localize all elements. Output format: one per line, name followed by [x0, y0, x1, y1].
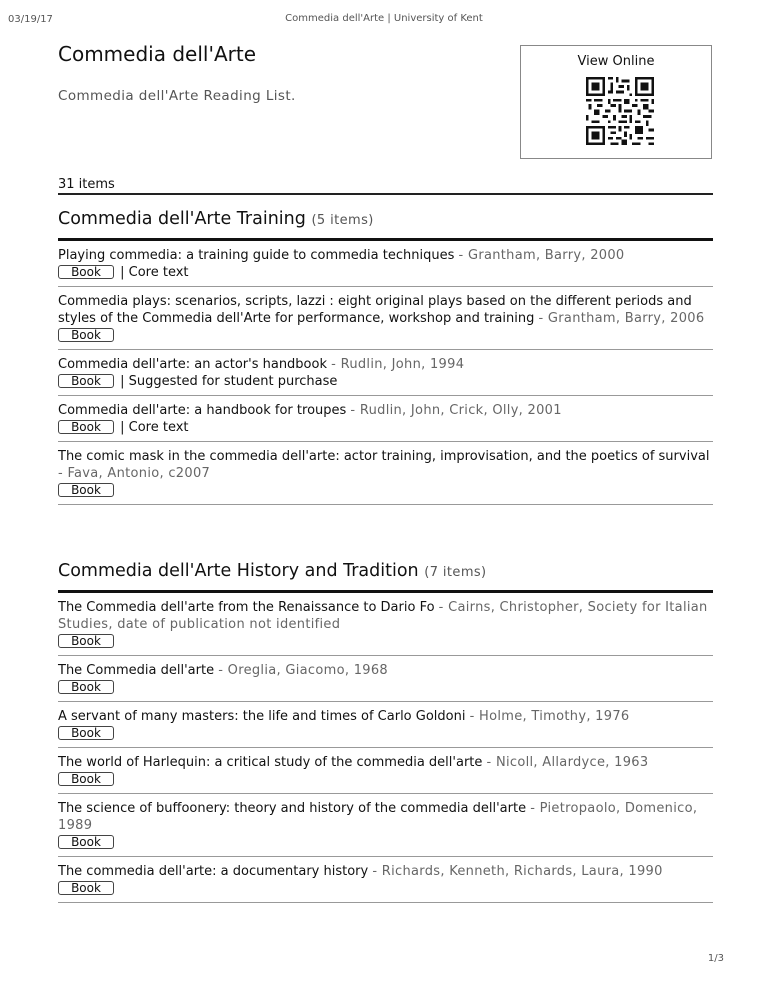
item-meta: - Fava, Antonio, c2007	[58, 466, 211, 481]
section-item-count: (5 items)	[311, 213, 374, 228]
item-importance: | Core text	[120, 420, 189, 435]
item-type-badge: Book	[58, 374, 114, 388]
item-title-link[interactable]: The world of Harlequin: a critical study of the commedia dell'arte	[58, 755, 483, 770]
section-item-count: (7 items)	[424, 565, 487, 580]
item-meta: - Nicoll, Allardyce, 1963	[486, 755, 649, 770]
item-type-badge: Book	[58, 420, 114, 434]
item-meta: - Holme, Timothy, 1976	[469, 709, 630, 724]
item-type-badge: Book	[58, 680, 114, 694]
item-meta: - Rudlin, John, 1994	[331, 357, 465, 372]
list-item	[58, 241, 713, 287]
item-meta: - Grantham, Barry, 2006	[538, 311, 705, 326]
qr-code-icon[interactable]	[583, 77, 657, 145]
view-online-label: View Online	[577, 54, 655, 69]
list-item	[58, 794, 713, 857]
section-training	[58, 196, 713, 505]
item-type-badge: Book	[58, 772, 114, 786]
item-title-link[interactable]: Commedia dell'arte: an actor's handbook	[58, 357, 327, 372]
item-importance: | Suggested for student purchase	[120, 374, 338, 389]
item-title-link[interactable]: The comic mask in the commedia dell'arte: actor training, improvisation, and the poetics of survival	[58, 449, 710, 464]
section-history	[58, 548, 713, 903]
list-item	[58, 702, 713, 748]
section-header	[58, 548, 713, 593]
item-title-link[interactable]: The Commedia dell'arte from the Renaissance to Dario Fo	[58, 600, 435, 615]
item-meta: - Rudlin, John, Crick, Olly, 2001	[350, 403, 562, 418]
list-item	[58, 748, 713, 794]
item-count: 31 items	[58, 177, 115, 192]
item-type-badge: Book	[58, 634, 114, 648]
item-title-link[interactable]: Commedia plays: scenarios, scripts, lazzi : eight original plays based on the different periods and styles of the Commedia dell'Arte for performance, workshop and training	[58, 294, 692, 326]
item-meta: - Oreglia, Giacomo, 1968	[218, 663, 388, 678]
item-meta: - Pietropaolo, Domenico, 1989	[58, 801, 698, 833]
list-item	[58, 656, 713, 702]
item-type-badge: Book	[58, 328, 114, 342]
view-online-box[interactable]	[520, 45, 712, 159]
list-item	[58, 442, 713, 505]
item-title-link[interactable]: The commedia dell'arte: a documentary history	[58, 864, 369, 879]
section-title[interactable]: Commedia dell'Arte Training	[58, 209, 306, 229]
list-item	[58, 593, 713, 656]
item-title-link[interactable]: The Commedia dell'arte	[58, 663, 215, 678]
page-title: Commedia dell'Arte	[58, 42, 256, 66]
list-description: Commedia dell'Arte Reading List.	[58, 88, 296, 104]
list-item	[58, 857, 713, 903]
item-title-link[interactable]: A servant of many masters: the life and times of Carlo Goldoni	[58, 709, 466, 724]
item-importance: | Core text	[120, 265, 189, 280]
item-title-link[interactable]: Commedia dell'arte: a handbook for troupes	[58, 403, 347, 418]
list-item	[58, 350, 713, 396]
item-type-badge: Book	[58, 265, 114, 279]
page-number: 1/3	[707, 953, 724, 964]
list-item	[58, 396, 713, 442]
item-type-badge: Book	[58, 835, 114, 849]
list-item	[58, 287, 713, 350]
item-type-badge: Book	[58, 483, 114, 497]
section-title[interactable]: Commedia dell'Arte History and Tradition	[58, 561, 419, 581]
item-title-link[interactable]: Playing commedia: a training guide to commedia techniques	[58, 248, 455, 263]
item-meta: - Richards, Kenneth, Richards, Laura, 1990	[372, 864, 663, 879]
item-type-badge: Book	[58, 881, 114, 895]
print-date: 03/19/17	[8, 14, 53, 25]
divider	[58, 193, 713, 195]
item-meta: - Cairns, Christopher, Society for Italian Studies, date of publication not identified	[58, 600, 708, 632]
section-header	[58, 196, 713, 241]
item-title-link[interactable]: The science of buffoonery: theory and history of the commedia dell'arte	[58, 801, 527, 816]
item-type-badge: Book	[58, 726, 114, 740]
item-meta: - Grantham, Barry, 2000	[458, 248, 625, 263]
print-header-title: Commedia dell'Arte | University of Kent	[285, 13, 483, 24]
